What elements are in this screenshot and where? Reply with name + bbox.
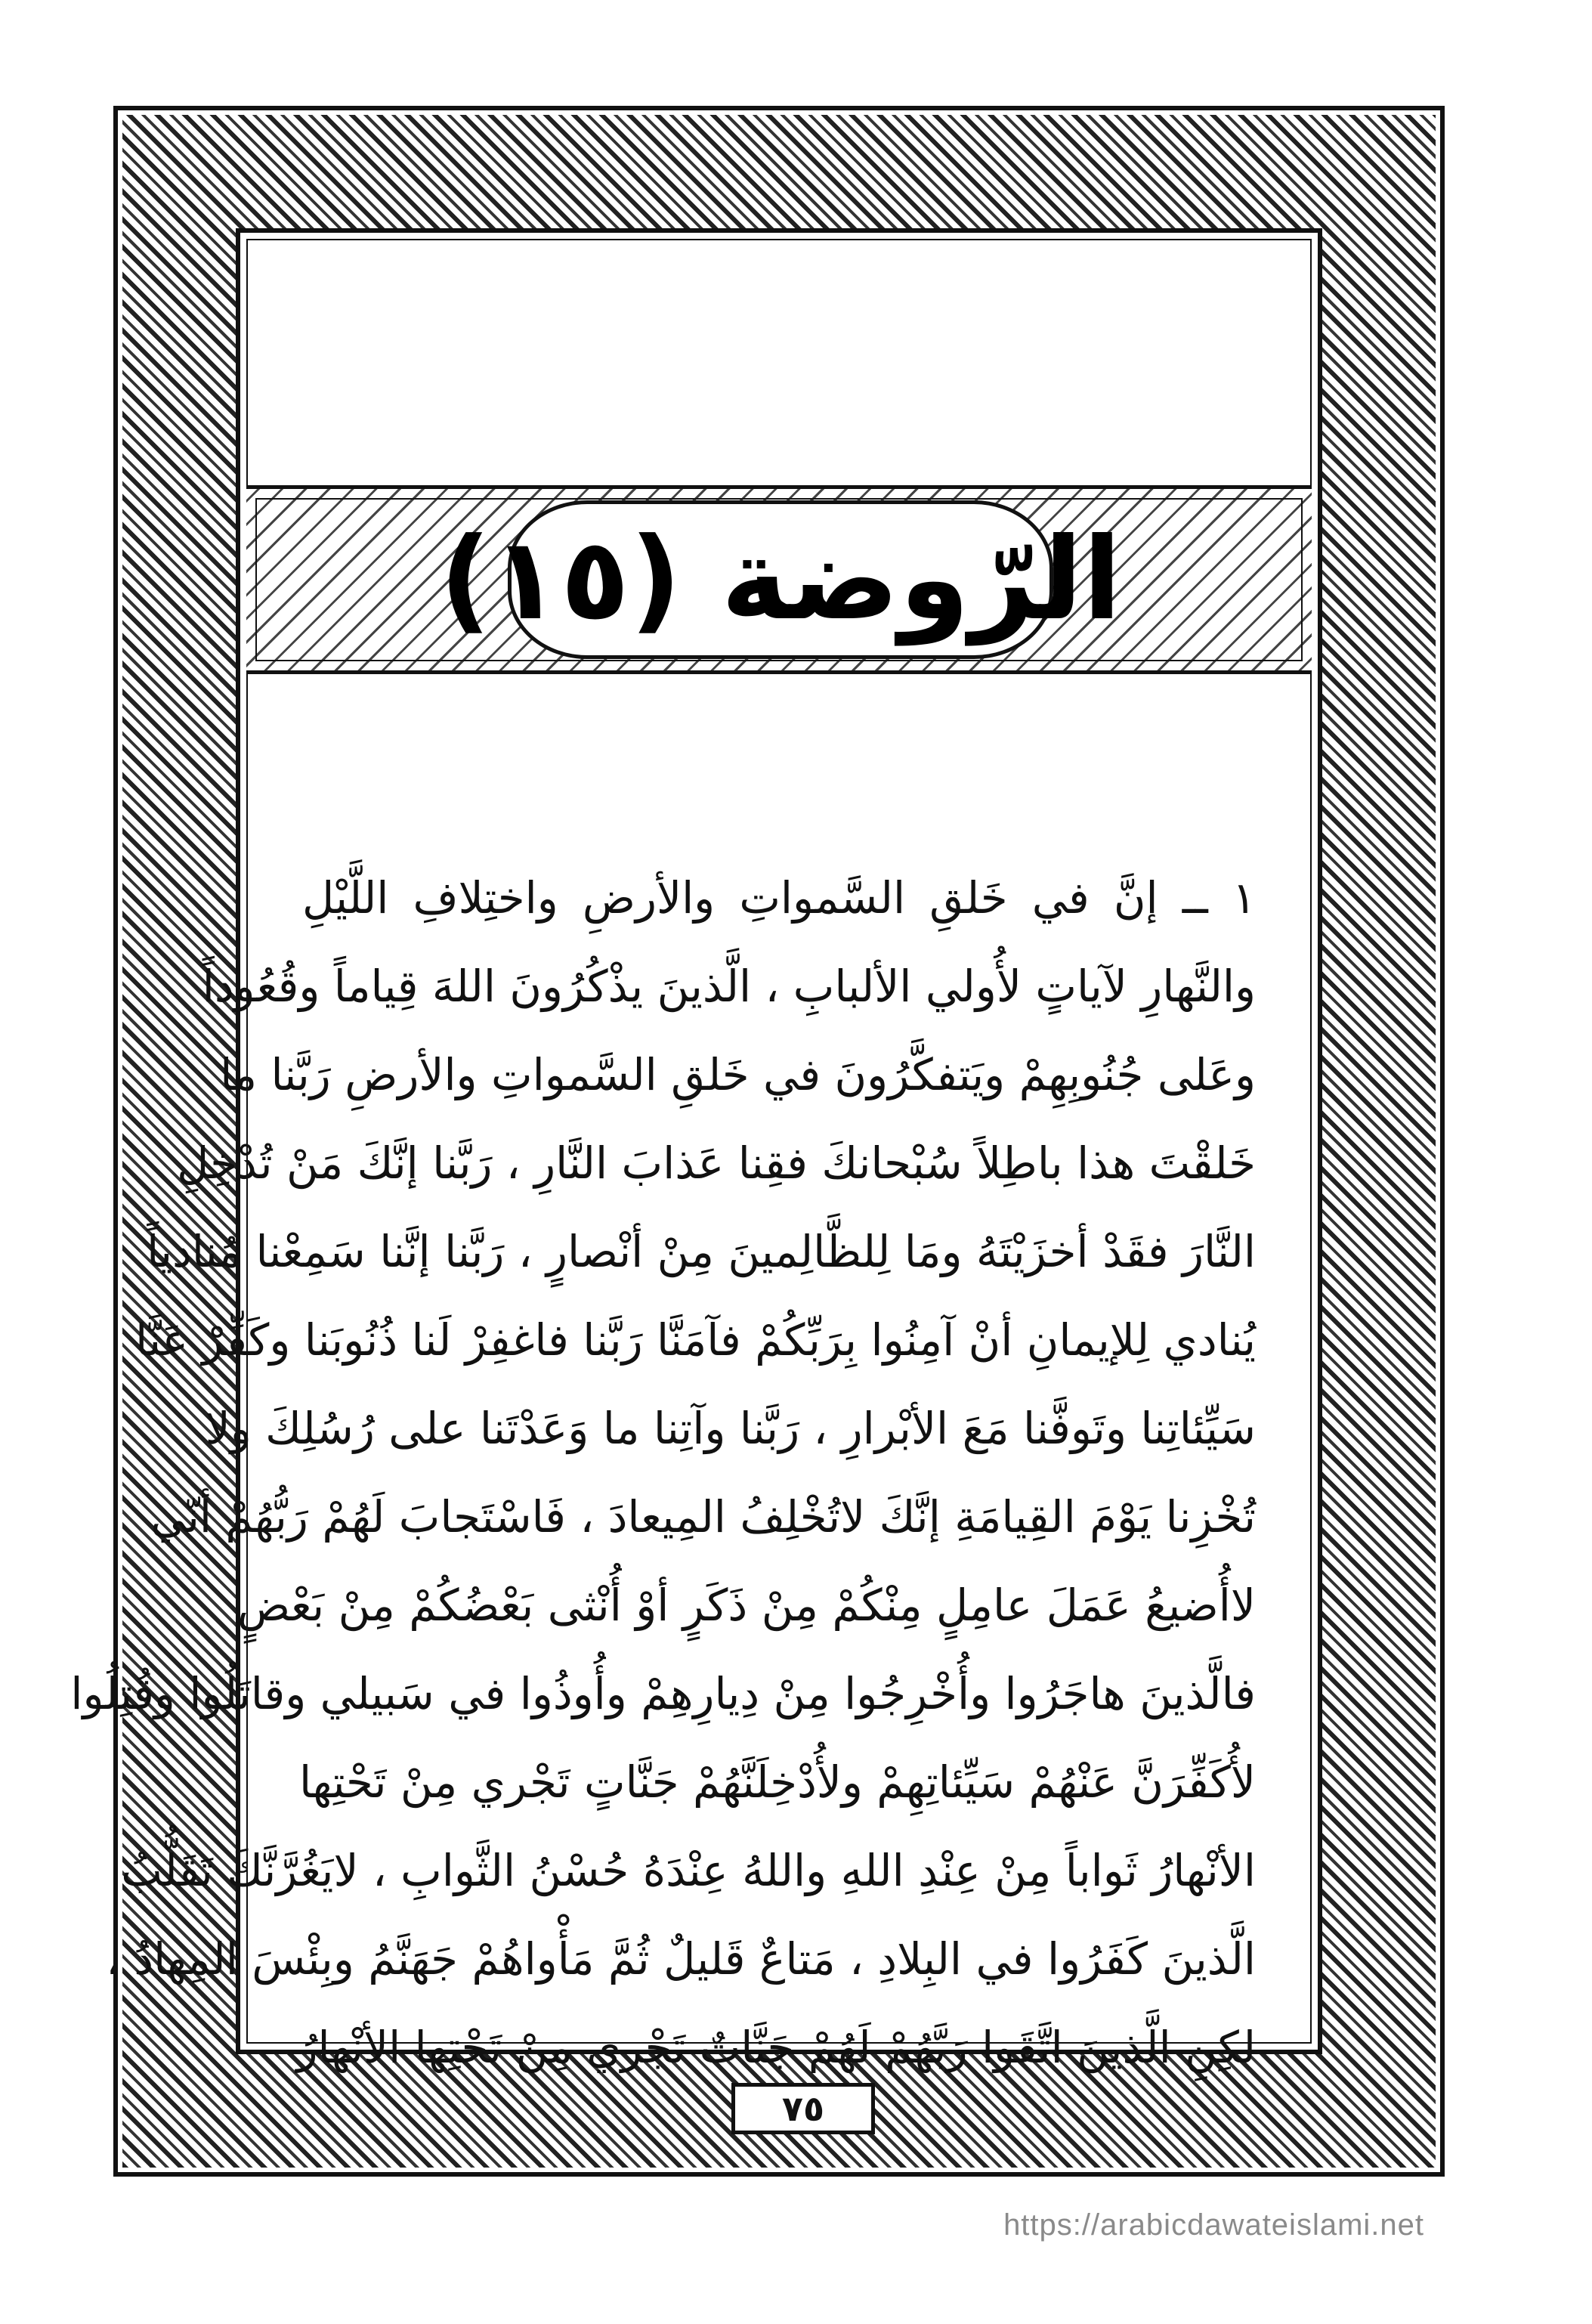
- body-line: فالَّذينَ هاجَرُوا وأُخْرِجُوا مِنْ دِيارِهِمْ وأُوذُوا في سَبيلي وقاتَلُوا وقُتِلُوا: [70, 1668, 1256, 1719]
- body-line: يُنادي لِلإيمانِ أنْ آمِنُوا بِرَبِّكُمْ فآمَنَّا رَبَّنا فاغفِرْ لَنا ذُنُوبَنا وكَفِّرْ عَنَّا: [135, 1314, 1256, 1366]
- body-line: الأنْهارُ ثَواباً مِنْ عِنْدِ اللهِ واللهُ عِنْدَهُ حُسْنُ الثَّوابِ ، لايَغُرَّنَّكَ تَقَلُّبُ: [121, 1845, 1256, 1896]
- body-line: الَّذينَ كَفَرُوا في البِلادِ ، مَتاعٌ قَليلٌ ثُمَّ مَأْواهُمْ جَهَنَّمُ وبِئْسَ المِهادُ ،: [106, 1933, 1256, 1985]
- body-line: ١ ــ إنَّ في خَلقِ السَّمواتِ والأرضِ واختِلافِ اللَّيْلِ: [302, 872, 1256, 924]
- body-line: لأُكَفِّرَنَّ عَنْهُمْ سَيِّئاتِهِمْ ولأُدْخِلَنَّهُمْ جَنَّاتٍ تَجْري مِنْ تَحْتِها: [298, 1756, 1256, 1808]
- body-line: لاأُضيعُ عَمَلَ عامِلٍ مِنْكُمْ مِنْ ذَكَرٍ أوْ أُنْثى بَعْضُكُمْ مِنْ بَعْضٍ: [236, 1580, 1256, 1631]
- body-text: [70, 854, 1256, 2092]
- body-line: وعَلى جُنُوبِهِمْ ويَتفكَّرُونَ في خَلقِ السَّمواتِ والأرضِ رَبَّنا ما: [220, 1049, 1256, 1100]
- title-cartouche: [439, 500, 1122, 659]
- body-line: لكِنِ الَّذينَ اتَّقَوا رَبَّهُمْ لَهُمْ جَنَّاتٌ تَجْري مِنْ تَحْتِها الأنْهارُ: [296, 2022, 1256, 2073]
- page-number-box: [731, 2083, 875, 2134]
- body-line: النَّارَ فقَدْ أخزَيْتَهُ ومَا لِلظَّالِمينَ مِنْ أنْصارٍ ، رَبَّنا إنَّنا سَمِعْنا مُنادياً: [147, 1226, 1256, 1277]
- page-title: الرّوضة (١٥): [439, 514, 1122, 645]
- body-line: والنَّهارِ لآياتٍ لأُولي الألبابِ ، الَّذينَ يذْكُرُونَ اللهَ قِياماً وقُعُوداً: [202, 961, 1256, 1012]
- body-line: خَلقْتَ هذا باطِلاً سُبْحانكَ فقِنا عَذابَ النَّارِ ، رَبَّنا إنَّكَ مَنْ تُدْخِلِ: [177, 1137, 1256, 1189]
- page-number: ٧٥: [781, 2088, 825, 2129]
- body-line: سَيِّئاتِنا وتَوفَّنا مَعَ الأبْرارِ ، رَبَّنا وآتِنا ما وَعَدْتَنا على رُسُلِكَ ولا: [205, 1403, 1256, 1454]
- body-line: تُخْزِنا يَوْمَ القِيامَةِ إنَّكَ لاتُخْلِفُ المِيعادَ ، فَاسْتَجابَ لَهُمْ رَبُّهُمْ أنّي: [150, 1491, 1256, 1543]
- watermark-url: https://arabicdawateislami.net: [1003, 2208, 1424, 2242]
